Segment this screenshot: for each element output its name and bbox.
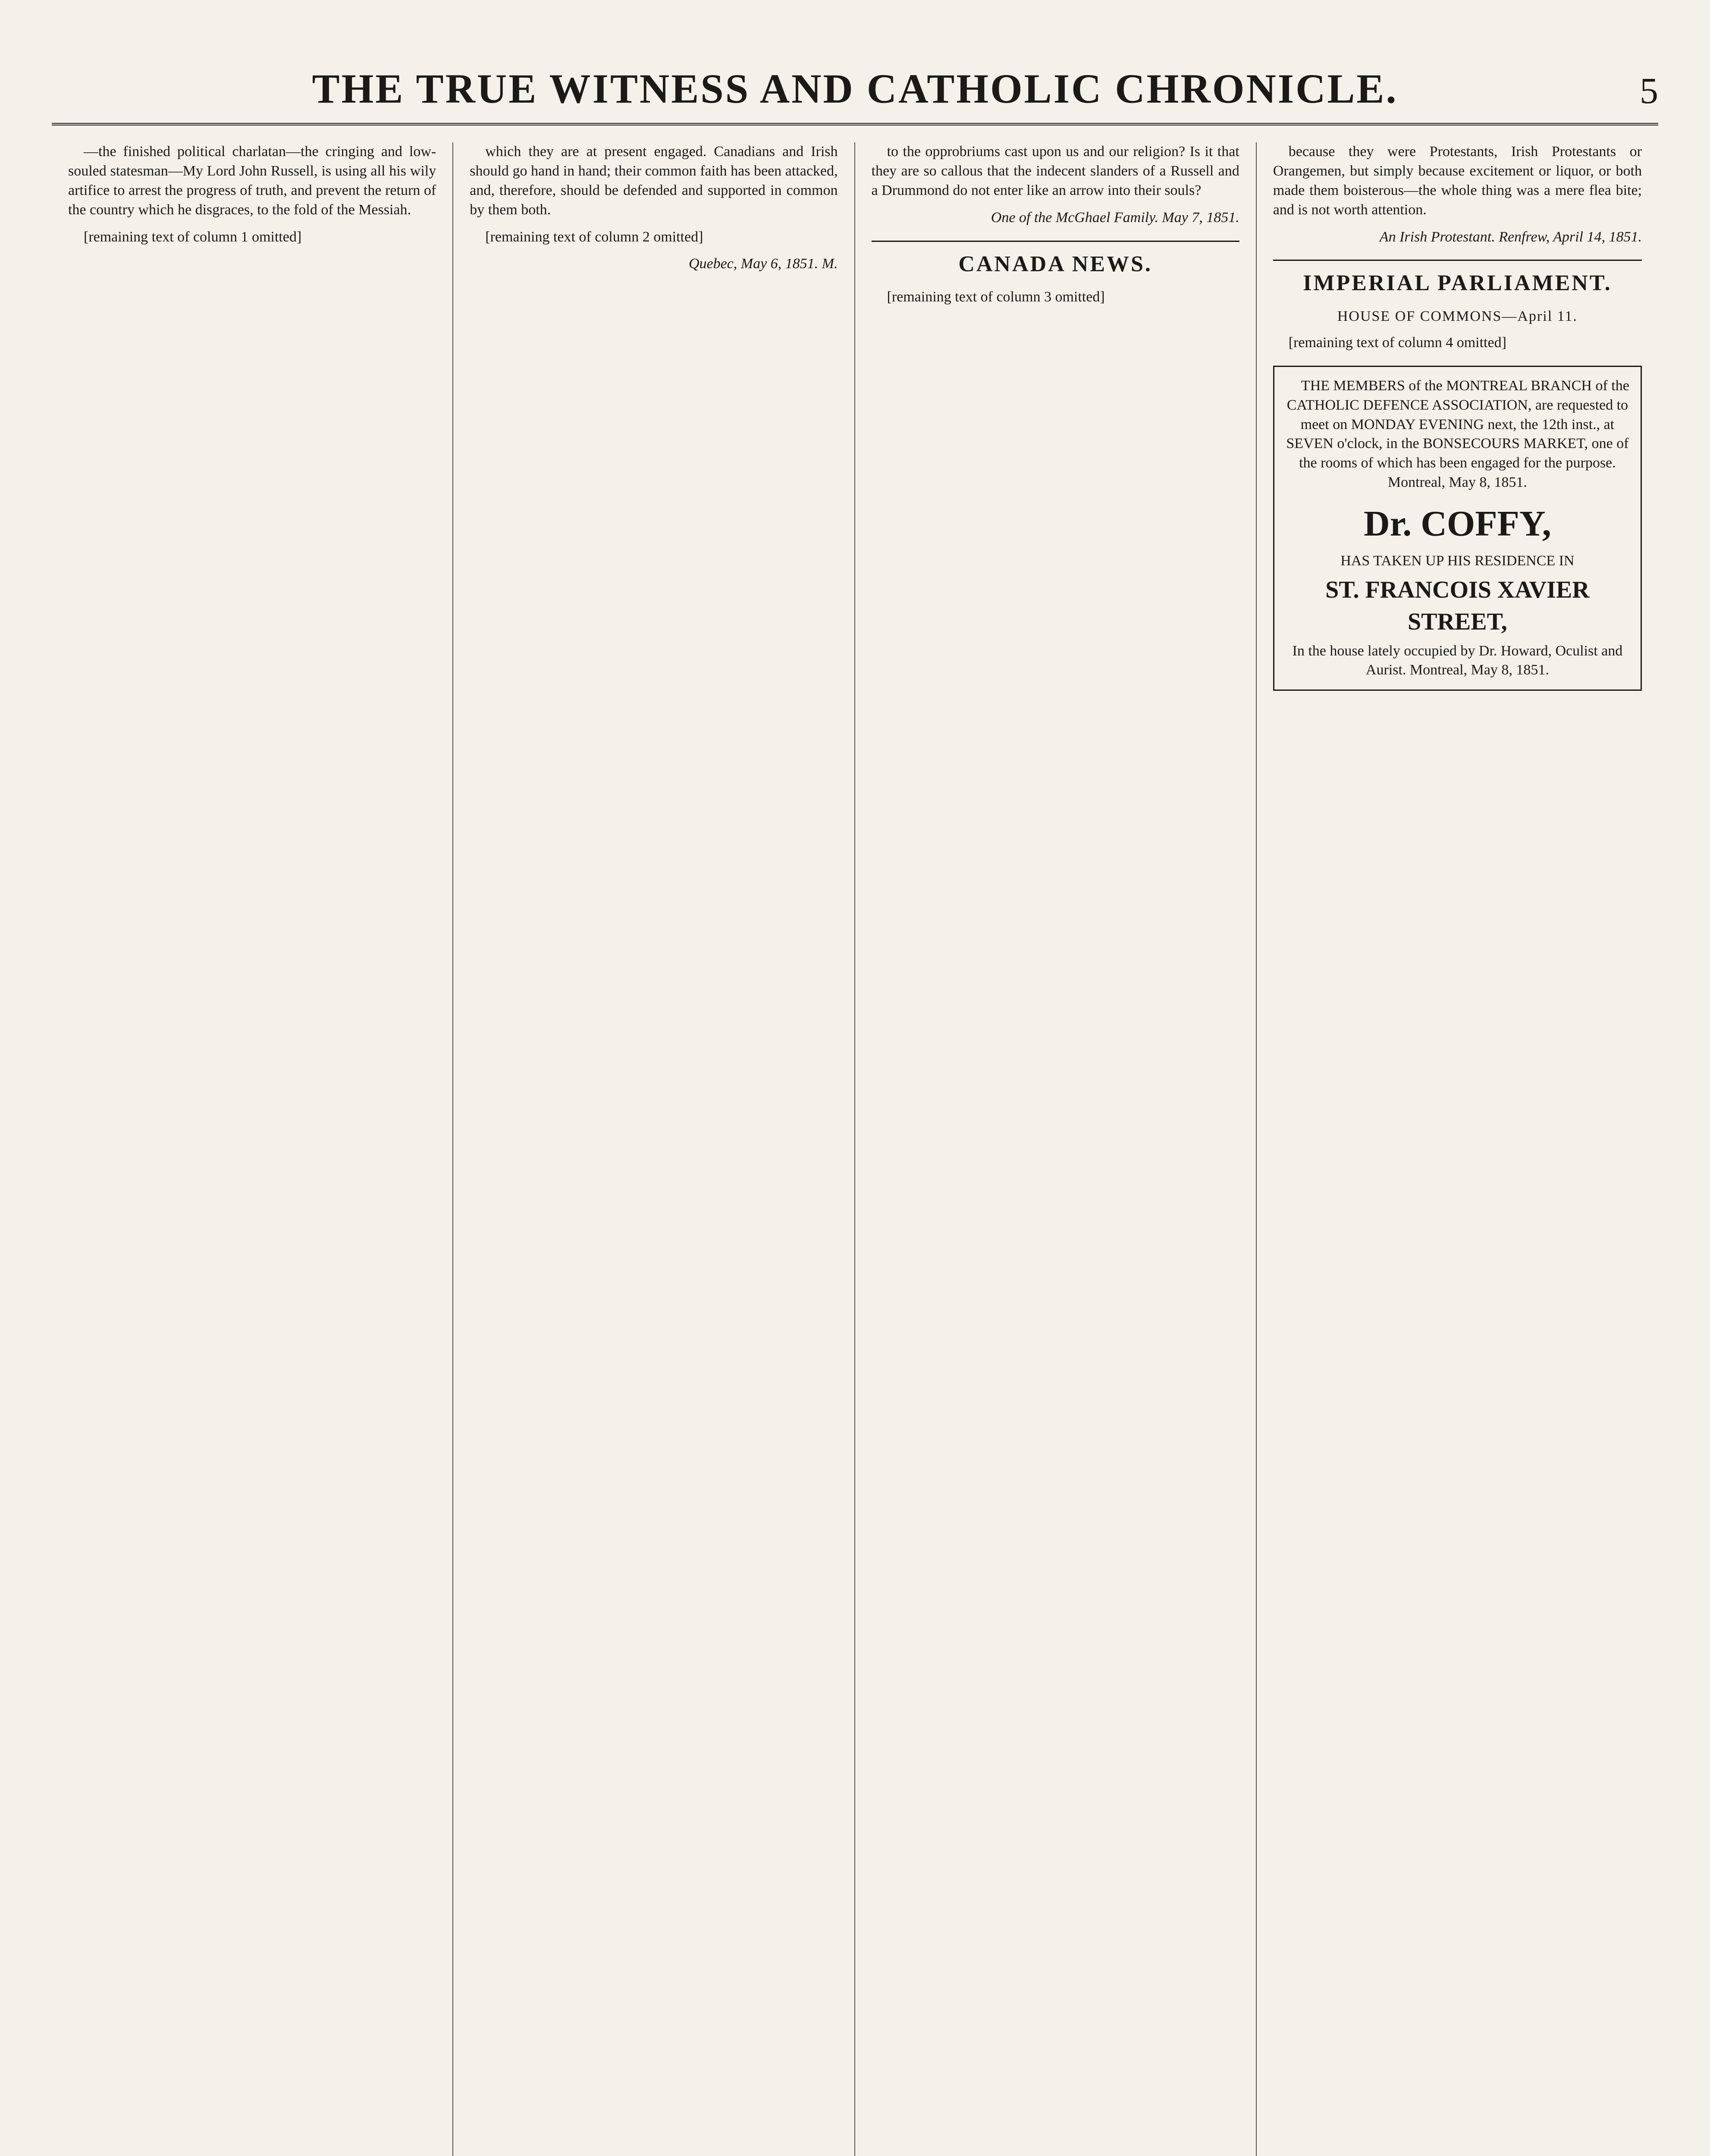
article-paragraph: [remaining text of column 2 omitted] (485, 229, 703, 245)
masthead (52, 65, 1658, 125)
column-1 (52, 142, 453, 2156)
section-heading: CANADA NEWS. (872, 241, 1239, 279)
section-heading: IMPERIAL PARLIAMENT. (1273, 260, 1642, 298)
column-2 (453, 142, 855, 2156)
signoff: An Irish Protestant. Renfrew, April 14, 1851. (1379, 229, 1642, 245)
article-paragraph: because they were Protestants, Irish Protestants or Orangemen, but simply because excitement or liquor, or both made them boisterous—the whole thing was a mere flea bite; and is not worth attention. (1273, 144, 1642, 218)
column-4 (1257, 142, 1658, 2156)
article-paragraph: to the opprobriums cast upon us and our religion? Is it that they are so callous that the indecent slanders of a Russell and a Drummond do not enter like an arrow into their souls? (871, 144, 1239, 198)
article-paragraph: [remaining text of column 3 omitted] (887, 289, 1105, 305)
article-columns (52, 142, 1658, 2156)
ad-name: Dr. COFFY, (1363, 504, 1551, 544)
newspaper-title: THE TRUE WITNESS AND CATHOLIC CHRONICLE. (312, 66, 1398, 112)
advertisement (1273, 366, 1642, 691)
article-paragraph: —the finished political charlatan—the cringing and low-souled statesman—My Lord John Russell, is using all his wily artifice to arrest the progress of truth, and prevent the return of the country which he disgraces, to the fold of the Messiah. (68, 144, 436, 218)
ad-line: HAS TAKEN UP HIS RESIDENCE IN (1340, 552, 1575, 569)
signoff: One of the McGhael Family. May 7, 1851. (991, 209, 1239, 226)
column-3 (855, 142, 1257, 2156)
article-paragraph: [remaining text of column 4 omitted] (1288, 334, 1506, 351)
sub-heading: HOUSE OF COMMONS—April 11. (1337, 308, 1578, 324)
ad-street: ST. FRANCOIS XAVIER STREET, (1325, 576, 1590, 635)
ad-notice: THE MEMBERS of the MONTREAL BRANCH of the CATHOLIC DEFENCE ASSOCIATION, are requested to meet on MONDAY EVENING next, the 12th inst., at SEVEN o'clock, in the BONSECOURS MARKET, one of the rooms of which has been engaged for the purpose. Montreal, May 8, 1851. (1286, 377, 1629, 491)
article-paragraph: which they are at present engaged. Canadians and Irish should go hand in hand; their common faith has been attacked, and, therefore, should be defended and supported in common by them both. (470, 144, 838, 218)
article-paragraph: [remaining text of column 1 omitted] (84, 229, 302, 245)
page-number: 5 (1640, 70, 1658, 111)
signoff: Quebec, May 6, 1851. M. (688, 256, 838, 272)
ad-meta: In the house lately occupied by Dr. Howard, Oculist and Aurist. Montreal, May 8, 1851. (1292, 642, 1623, 678)
